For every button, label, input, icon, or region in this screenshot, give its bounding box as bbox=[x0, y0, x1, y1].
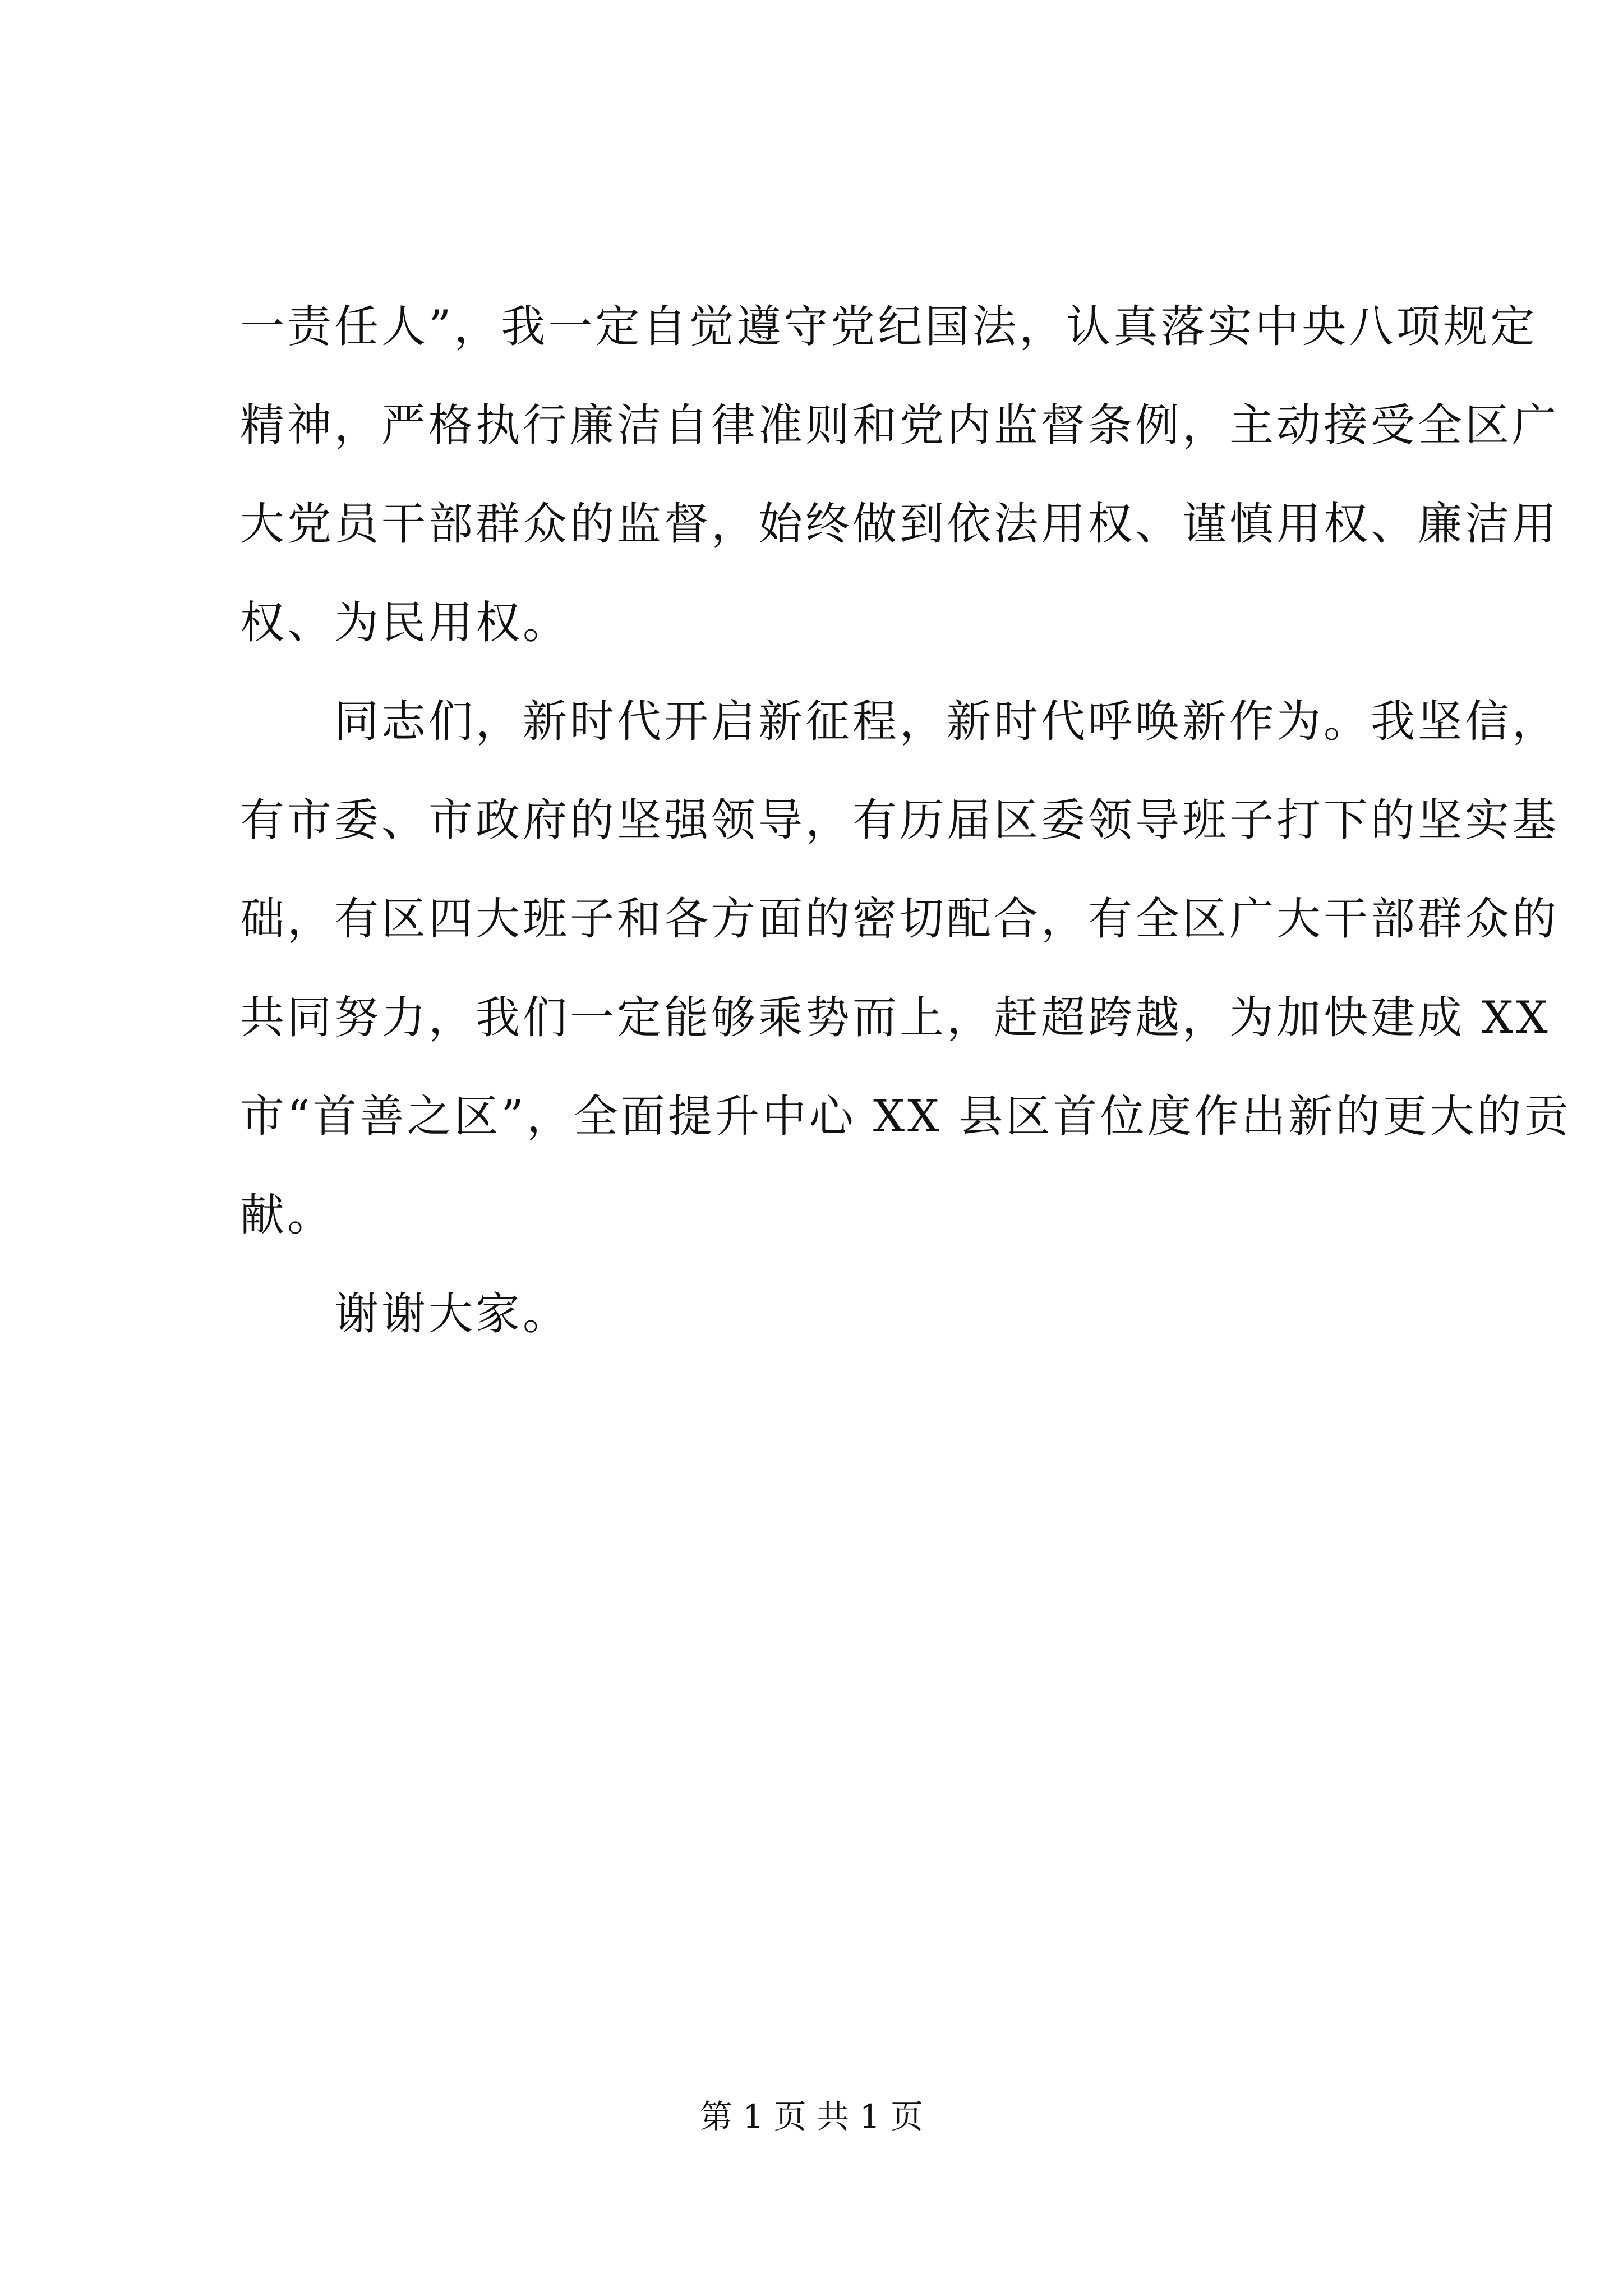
page-number-footer: 第 1 页 共 1 页 bbox=[700, 2097, 923, 2136]
paragraph-start-line: 同志们，新时代开启新征程，新时代呼唤新作为。我坚信， bbox=[334, 696, 1559, 747]
text-line: 共同努力，我们一定能够乘势而上，赶超跨越，为加快建成 XX bbox=[240, 992, 1551, 1043]
text-line: 献。 bbox=[240, 1189, 334, 1241]
closing-line: 谢谢大家。 bbox=[334, 1288, 570, 1340]
text-line: 精神，严格执行廉洁自律准则和党内监督条例，主动接受全区广 bbox=[240, 399, 1559, 451]
text-line: 有市委、市政府的坚强领导，有历届区委领导班子打下的坚实基 bbox=[240, 794, 1559, 846]
text-line: 础，有区四大班子和各方面的密切配合，有全区广大干部群众的 bbox=[240, 893, 1559, 945]
text-line: 市“首善之区”，全面提升中心 XX 县区首位度作出新的更大的贡 bbox=[240, 1091, 1571, 1142]
text-line: 大党员干部群众的监督，始终做到依法用权、谨慎用权、廉洁用 bbox=[240, 498, 1559, 550]
text-line: 权、为民用权。 bbox=[240, 597, 570, 648]
text-line: 一责任人”，我一定自觉遵守党纪国法，认真落实中央八项规定 bbox=[240, 301, 1538, 352]
